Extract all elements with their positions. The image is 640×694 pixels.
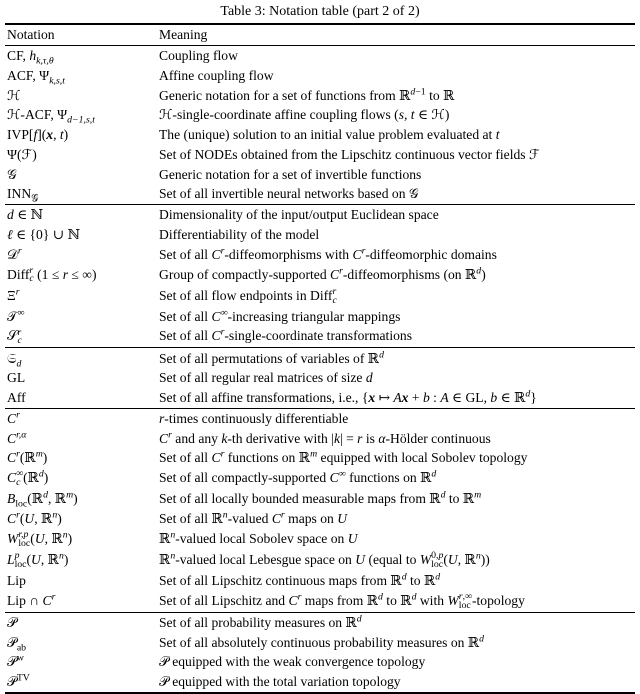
meaning-cell: Set of all $C^r$-diffeomorphisms with $C^r$-diffeomorphic domains <box>159 245 497 262</box>
notation-cell: W r,p loc (U, ℝ$^n$) <box>7 528 73 549</box>
table-row <box>5 105 635 125</box>
meaning-cell: The (unique) solution to an initial value problem evaluated at t <box>159 127 500 143</box>
meaning-cell: Set of all compactly-supported C∞ functions on ℝ$^d$ <box>159 468 437 486</box>
meaning-cell: Group of compactly-supported $C^r$-diffeomorphisms (on ℝ$^d$) <box>159 265 486 282</box>
meaning-cell: Set of all flow endpoints in Diff r c <box>159 285 337 306</box>
notation-cell: ℋ <box>7 87 21 103</box>
notation-cell: ℋ-ACF, $\Psi_{d-1,s,t}$ <box>7 107 95 127</box>
notation-cell: d ∈ ℕ <box>7 207 44 223</box>
notation-cell: 𝒟$^r$ <box>7 245 22 262</box>
meaning-cell: ℝ$^n$-valued local Sobolev space on U <box>159 529 358 546</box>
table-row <box>5 225 635 245</box>
meaning-cell: Generic notation for a set of functions from ℝ$^{d-1}$ to ℝ <box>159 86 455 103</box>
notation-cell: $\Xi^r$ <box>7 286 20 303</box>
notation-cell: ACF, $\Psi_{k,s,t}$ <box>7 67 65 87</box>
meaning-cell: Set of all absolutely continuous probability measures on ℝ$^d$ <box>159 633 485 650</box>
table-row <box>5 326 635 348</box>
table-row <box>5 489 635 509</box>
notation-cell: $C^{r,\alpha}$ <box>7 429 27 446</box>
table-row <box>5 612 635 632</box>
meaning-cell: Set of all ℝ$^n$-valued $C^r$ maps on U <box>159 509 348 527</box>
notation-cell: $INN_𝒢$ <box>7 186 39 206</box>
meaning-cell: Set of all $C^r$ functions on ℝ$^m$ equipped with local Sobolev topology <box>159 448 528 466</box>
table-row <box>5 184 635 204</box>
notation-cell: C ∞ c (ℝ$^d$) <box>7 468 49 489</box>
notation-cell: 𝒮 r c <box>7 326 22 347</box>
table-row <box>5 145 635 165</box>
meaning-cell: Set of all C∞-increasing triangular mappings <box>159 307 401 324</box>
notation-table <box>5 23 635 694</box>
notation-cell: Ψ(ℱ) <box>7 146 37 162</box>
table-section <box>5 45 635 204</box>
meaning-cell: Set of all invertible neural networks based on 𝒢 <box>159 186 419 202</box>
notation-cell: L p loc (U, ℝ$^n$) <box>7 549 69 570</box>
table-row <box>5 448 635 468</box>
meaning-cell: Set of all probability measures on ℝ$^d$ <box>159 613 362 630</box>
table-row <box>5 164 635 184</box>
notation-cell: Diff r c (1 ≤ r ≤ ∞) <box>7 264 97 285</box>
meaning-cell: 𝒫 equipped with the weak convergence topology <box>159 654 426 670</box>
notation-cell: 𝒫$_{ab}$ <box>7 634 27 654</box>
table-row <box>5 45 635 65</box>
table-row <box>5 529 635 550</box>
meaning-cell: Set of all $C^r-single$-coordinate transformations <box>159 326 412 344</box>
table-row <box>5 591 635 613</box>
table-row <box>5 632 635 652</box>
meaning-cell: Affine coupling flow <box>159 67 274 83</box>
meaning-cell: Set of all affine transformations, i.e., {x ↦ Ax + b : A ∈ GL, b ∈ ℝ$^d$} <box>159 388 537 406</box>
meaning-cell: Set of all permutations of variables of ℝ$^d$ <box>159 349 384 366</box>
table-row <box>5 388 635 408</box>
table-row <box>5 66 635 86</box>
table-section <box>5 205 635 348</box>
meaning-cell: Coupling flow <box>159 47 238 63</box>
table-row <box>5 550 635 571</box>
table-row <box>5 125 635 145</box>
notation-cell: Lip ∩ $C^r$ <box>7 591 56 608</box>
meaning-cell: 𝒫 equipped with the total variation topology <box>159 674 401 690</box>
meaning-cell: Set of all locally bounded measurable maps from ℝ$^d$ to ℝ$^m$ <box>159 489 482 507</box>
meaning-cell: Set of all regular real matrices of size d <box>159 370 373 386</box>
notation-cell: IVP[f](x, t) <box>7 127 69 143</box>
table-row <box>5 307 635 327</box>
table-row <box>5 468 635 489</box>
table-row <box>5 428 635 448</box>
table-row <box>5 672 635 693</box>
table-row <box>5 368 635 388</box>
notation-cell: $C^r$ <box>7 409 20 426</box>
notation-cell: GL <box>7 370 26 386</box>
meaning-cell: $C^r$ and any k-th derivative with |k| = r is α-Hölder continuous <box>159 429 491 446</box>
column-header-meaning: Meaning <box>159 27 208 43</box>
notation-cell: 𝔖$_d$ <box>7 350 22 370</box>
notation-cell: ℓ ∈ {0} ∪ ℕ <box>7 227 80 242</box>
table-row <box>5 245 635 265</box>
table-section <box>5 408 635 612</box>
table-row <box>5 408 635 428</box>
table-row <box>5 264 635 285</box>
table-caption: Table 3: Notation table (part 2 of 2) <box>220 4 420 19</box>
meaning-cell: Generic notation for a set of invertible functions <box>159 166 422 182</box>
meaning-cell: Dimensionality of the input/output Euclidean space <box>159 207 439 223</box>
table-row <box>5 285 635 306</box>
table-section <box>5 348 635 408</box>
table-row <box>5 348 635 368</box>
notation-cell: CF, $h_{k,\tau,\theta}$ <box>7 47 54 67</box>
notation-cell: $C^r(U$, ℝ$^n$) <box>7 509 62 527</box>
table-row <box>5 509 635 529</box>
meaning-cell: Set of all Lipschitz and $C^r$ maps from ℝ$^d$ to ℝ$^d$ with W r,∞ loc -topology <box>159 590 525 611</box>
table-row <box>5 571 635 591</box>
notation-cell: 𝒫$^{TV}$ <box>7 672 30 690</box>
notation-cell: 𝒫 <box>7 614 17 630</box>
notation-cell: 𝒯∞ <box>7 307 25 324</box>
meaning-cell: ℋ-single-coordinate affine coupling flows (s, t ∈ ℋ) <box>159 107 450 123</box>
table-row <box>5 85 635 105</box>
header-row <box>5 24 635 45</box>
meaning-cell: Set of NODEs obtained from the Lipschitz continuous vector fields ℱ <box>159 146 540 162</box>
notation-cell: $B_{loc}(ℝ^d$, ℝ$^m$) <box>7 489 78 510</box>
table-row <box>5 652 635 672</box>
notation-cell: $C^r(ℝ^m)$ <box>7 448 48 466</box>
notation-cell: 𝒫$^w$ <box>7 652 24 670</box>
table-row <box>5 205 635 225</box>
meaning-cell: Set of all Lipschitz continuous maps from ℝ$^d$ to ℝ$^d$ <box>159 571 441 588</box>
table-section <box>5 612 635 693</box>
table-header <box>5 24 635 45</box>
meaning-cell: ℝ$^n$-valued local Lebesgue space on U (equal to W 0,p loc (U, ℝ$^n$)) <box>159 549 490 570</box>
notation-cell: Lip <box>7 572 26 588</box>
meaning-cell: r-times continuously differentiable <box>159 410 349 426</box>
meaning-cell: Differentiability of the model <box>159 227 320 242</box>
notation-cell: 𝒢 <box>7 166 17 182</box>
column-header-notation: Notation <box>7 27 55 43</box>
notation-cell: Aff <box>7 390 26 406</box>
